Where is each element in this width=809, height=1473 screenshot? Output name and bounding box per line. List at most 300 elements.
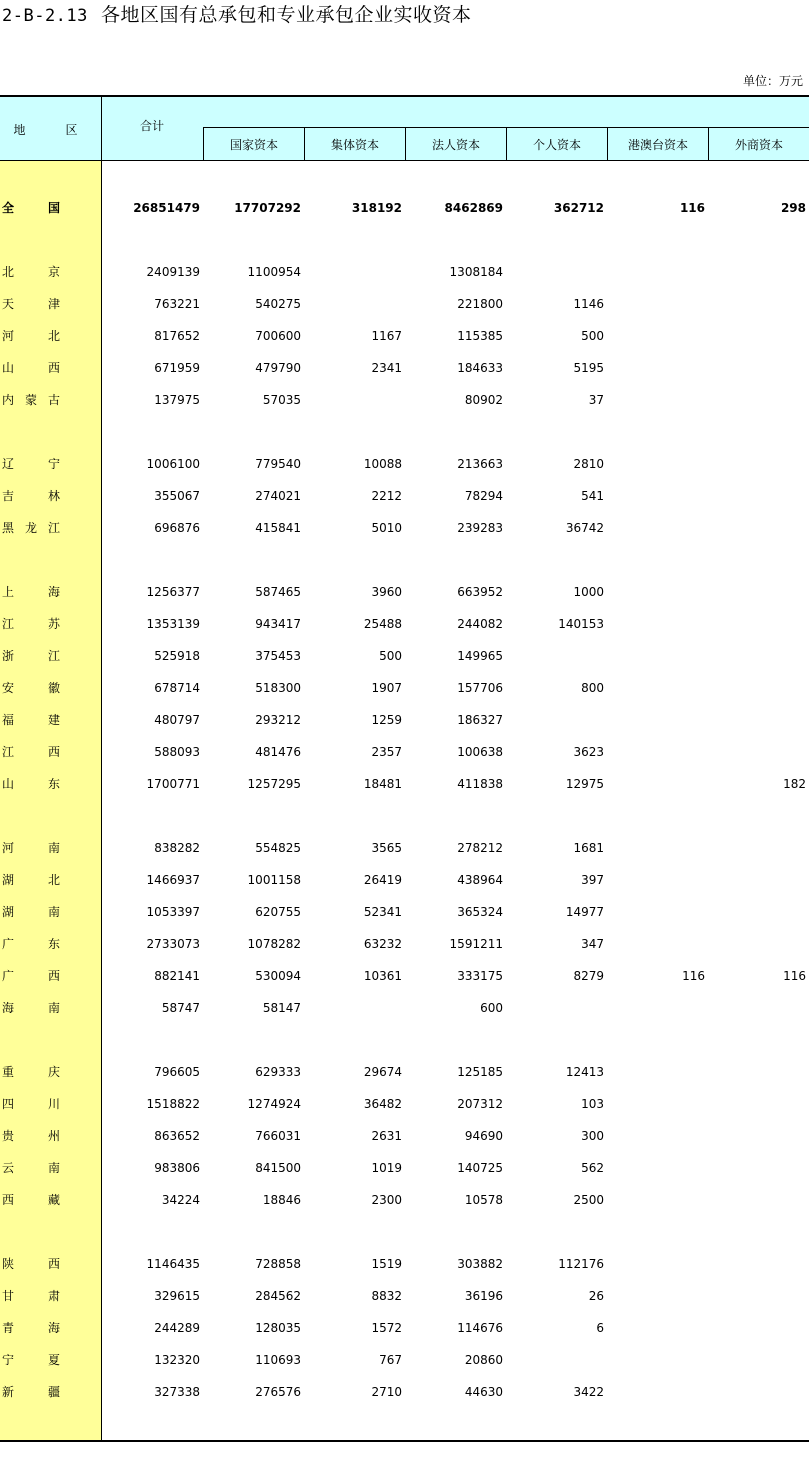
value-cell — [607, 1158, 705, 1178]
region-name-char: 四 — [2, 1097, 15, 1111]
value-cell: 1146435 — [146, 1257, 200, 1271]
value-cell: 44630 — [464, 1385, 503, 1399]
value-cell: 696876 — [154, 521, 200, 535]
value-cell: 763221 — [154, 297, 200, 311]
region-name-char: 苏 — [47, 617, 60, 631]
value-cell: 438964 — [457, 873, 503, 887]
region-name-char: 江 — [47, 649, 60, 663]
value-cell: 355067 — [154, 489, 200, 503]
table-row — [0, 1062, 809, 1082]
region-name-char: 陕 — [2, 1257, 15, 1271]
region-name — [2, 1094, 60, 1114]
value-cell — [607, 1094, 705, 1114]
value-cell: 663952 — [457, 585, 503, 599]
value-cell: 5010 — [371, 521, 402, 535]
table-row — [0, 934, 809, 954]
region-name-char: 湖 — [2, 905, 15, 919]
header-collective-capital: 集体资本 — [304, 128, 405, 161]
value-cell — [708, 1190, 806, 1210]
value-cell: 530094 — [255, 969, 301, 983]
region-name — [2, 614, 60, 634]
value-cell: 983806 — [154, 1161, 200, 1175]
value-cell: 2300 — [371, 1193, 402, 1207]
value-cell — [607, 486, 705, 506]
value-cell: 1572 — [371, 1321, 402, 1335]
value-cell: 1146 — [573, 297, 604, 311]
value-cell — [708, 454, 806, 474]
value-cell: 115385 — [457, 329, 503, 343]
value-cell: 116 — [679, 201, 705, 215]
value-cell: 114676 — [457, 1321, 503, 1335]
region-name-char: 新 — [2, 1385, 15, 1399]
value-cell: 303882 — [457, 1257, 503, 1271]
region-name — [2, 1350, 60, 1370]
region-name — [2, 1318, 60, 1338]
region-name-char: 蒙 — [24, 393, 37, 407]
value-cell — [708, 934, 806, 954]
value-cell: 1466937 — [146, 873, 200, 887]
region-name-char: 浙 — [2, 649, 15, 663]
value-cell: 1681 — [573, 841, 604, 855]
region-name-char: 河 — [2, 329, 15, 343]
region-name-char: 疆 — [47, 1385, 60, 1399]
region-name-char: 西 — [47, 1257, 60, 1271]
value-cell: 221800 — [457, 297, 503, 311]
value-cell: 140153 — [558, 617, 604, 631]
value-cell: 728858 — [255, 1257, 301, 1271]
value-cell: 149965 — [457, 649, 503, 663]
value-cell — [607, 262, 705, 282]
value-cell: 1100954 — [247, 265, 301, 279]
value-cell: 500 — [379, 649, 402, 663]
region-name-char: 东 — [47, 937, 60, 951]
value-cell — [708, 646, 806, 666]
value-cell: 284562 — [255, 1289, 301, 1303]
value-cell — [506, 998, 604, 1018]
value-cell — [708, 390, 806, 410]
region-name-char: 贵 — [2, 1129, 15, 1143]
value-cell: 1256377 — [146, 585, 200, 599]
value-cell — [607, 358, 705, 378]
value-cell: 298 — [780, 201, 806, 215]
table-row — [0, 742, 809, 762]
value-cell — [607, 774, 705, 794]
value-cell: 2710 — [371, 1385, 402, 1399]
value-cell: 620755 — [255, 905, 301, 919]
value-cell: 184633 — [457, 361, 503, 375]
region-name-char: 安 — [2, 681, 15, 695]
value-cell — [708, 1158, 806, 1178]
value-cell — [607, 1382, 705, 1402]
value-cell — [607, 678, 705, 698]
value-cell: 5195 — [573, 361, 604, 375]
value-cell — [607, 870, 705, 890]
value-cell: 587465 — [255, 585, 301, 599]
table-row — [0, 358, 809, 378]
table-row — [0, 710, 809, 730]
value-cell: 2810 — [573, 457, 604, 471]
value-cell: 1001158 — [247, 873, 301, 887]
value-cell: 817652 — [154, 329, 200, 343]
region-name-char: 南 — [47, 1001, 60, 1015]
region-name-char: 上 — [2, 585, 15, 599]
value-cell — [607, 326, 705, 346]
region-name-char: 广 — [2, 937, 15, 951]
region-name-char: 宁 — [47, 457, 60, 471]
region-name — [2, 1254, 60, 1274]
region-name — [2, 966, 60, 986]
bottom-rule — [0, 1440, 809, 1442]
region-column — [0, 161, 101, 1440]
header-state-capital: 国家资本 — [203, 128, 304, 161]
header-foreign-capital: 外商资本 — [708, 128, 809, 161]
table-row — [0, 294, 809, 314]
value-cell — [708, 838, 806, 858]
table-row — [0, 1190, 809, 1210]
value-cell: 239283 — [457, 521, 503, 535]
value-cell: 244082 — [457, 617, 503, 631]
value-cell: 329615 — [154, 1289, 200, 1303]
value-cell: 1019 — [371, 1161, 402, 1175]
value-cell: 26851479 — [133, 201, 200, 215]
value-cell — [708, 294, 806, 314]
value-cell: 779540 — [255, 457, 301, 471]
region-name-char: 辽 — [2, 457, 15, 471]
value-cell: 347 — [581, 937, 604, 951]
table-row — [0, 582, 809, 602]
value-cell: 125185 — [457, 1065, 503, 1079]
value-cell: 112176 — [558, 1257, 604, 1271]
value-cell: 588093 — [154, 745, 200, 759]
value-cell: 94690 — [464, 1129, 503, 1143]
region-name — [2, 678, 60, 698]
region-name-char: 山 — [2, 361, 15, 375]
value-cell: 2500 — [573, 1193, 604, 1207]
value-cell: 293212 — [255, 713, 301, 727]
region-name-char: 河 — [2, 841, 15, 855]
value-cell — [607, 1350, 705, 1370]
value-cell: 140725 — [457, 1161, 503, 1175]
value-cell: 1591211 — [449, 937, 503, 951]
value-cell — [506, 646, 604, 666]
value-cell: 481476 — [255, 745, 301, 759]
value-cell: 540275 — [255, 297, 301, 311]
value-cell — [708, 1062, 806, 1082]
value-cell: 78294 — [464, 489, 503, 503]
national-total-row — [0, 198, 809, 218]
value-cell: 36742 — [565, 521, 604, 535]
value-cell — [607, 998, 705, 1018]
region-name — [2, 838, 60, 858]
value-cell: 116 — [682, 969, 705, 983]
value-cell: 36196 — [464, 1289, 503, 1303]
value-cell: 6 — [596, 1321, 604, 1335]
region-name-char: 京 — [47, 265, 60, 279]
table-row — [0, 390, 809, 410]
value-cell: 1053397 — [146, 905, 200, 919]
region-name — [2, 486, 60, 506]
value-cell — [506, 262, 604, 282]
value-cell — [708, 870, 806, 890]
page-title — [2, 2, 472, 28]
value-cell: 10578 — [464, 1193, 503, 1207]
value-cell: 103 — [581, 1097, 604, 1111]
value-cell: 3422 — [573, 1385, 604, 1399]
value-cell: 3565 — [371, 841, 402, 855]
value-cell: 678714 — [154, 681, 200, 695]
table-row — [0, 678, 809, 698]
region-name-char: 江 — [2, 617, 15, 631]
value-cell — [607, 614, 705, 634]
value-cell: 1000 — [573, 585, 604, 599]
value-cell: 12975 — [565, 777, 604, 791]
value-cell: 14977 — [565, 905, 604, 919]
region-name-char: 重 — [2, 1065, 15, 1079]
unit-label: 单位：万元 — [742, 74, 803, 88]
value-cell: 26 — [588, 1289, 604, 1303]
table-header — [0, 97, 809, 161]
region-name-char: 宁 — [2, 1353, 15, 1367]
region-name-char: 江 — [47, 521, 60, 535]
table-row — [0, 262, 809, 282]
region-name — [2, 582, 60, 602]
table-row — [0, 486, 809, 506]
value-cell — [607, 454, 705, 474]
region-name-char: 国 — [47, 201, 60, 215]
region-name — [2, 1382, 60, 1402]
value-cell: 3623 — [573, 745, 604, 759]
region-name-char: 全 — [2, 201, 15, 215]
region-name-char: 东 — [47, 777, 60, 791]
value-cell: 1257295 — [247, 777, 301, 791]
region-name — [2, 1126, 60, 1146]
value-cell: 2357 — [371, 745, 402, 759]
region-name-char: 建 — [47, 713, 60, 727]
value-cell: 541 — [581, 489, 604, 503]
value-cell — [506, 1350, 604, 1370]
value-cell: 2212 — [371, 489, 402, 503]
region-name-char: 广 — [2, 969, 15, 983]
value-cell: 1519 — [371, 1257, 402, 1271]
value-cell: 57035 — [262, 393, 301, 407]
value-cell — [607, 518, 705, 538]
value-cell: 525918 — [154, 649, 200, 663]
table-row — [0, 614, 809, 634]
value-cell: 137975 — [154, 393, 200, 407]
value-cell — [708, 262, 806, 282]
region-name-char: 古 — [47, 393, 60, 407]
value-cell — [607, 646, 705, 666]
value-cell — [708, 486, 806, 506]
value-cell: 244289 — [154, 1321, 200, 1335]
region-name-char: 北 — [2, 265, 15, 279]
value-cell: 518300 — [255, 681, 301, 695]
value-cell: 132320 — [154, 1353, 200, 1367]
value-cell — [506, 710, 604, 730]
value-cell — [708, 1382, 806, 1402]
value-cell: 767 — [379, 1353, 402, 1367]
region-name-char: 西 — [2, 1193, 15, 1207]
region-name — [2, 902, 60, 922]
region-name — [2, 198, 60, 218]
value-cell: 18481 — [363, 777, 402, 791]
value-cell: 397 — [581, 873, 604, 887]
region-name — [2, 1286, 60, 1306]
table-row — [0, 454, 809, 474]
value-cell: 365324 — [457, 905, 503, 919]
region-name-char: 津 — [47, 297, 60, 311]
value-cell: 671959 — [154, 361, 200, 375]
value-cell: 562 — [581, 1161, 604, 1175]
value-cell — [607, 294, 705, 314]
value-cell: 10361 — [363, 969, 402, 983]
table-row — [0, 870, 809, 890]
region-name — [2, 518, 60, 538]
value-cell — [607, 1062, 705, 1082]
value-cell: 415841 — [255, 521, 301, 535]
region-name-char: 州 — [47, 1129, 60, 1143]
region-name — [2, 1062, 60, 1082]
value-cell — [708, 902, 806, 922]
value-cell: 276576 — [255, 1385, 301, 1399]
region-name-char: 吉 — [2, 489, 15, 503]
value-cell: 1006100 — [146, 457, 200, 471]
value-cell: 1308184 — [449, 265, 503, 279]
region-name-char: 西 — [47, 969, 60, 983]
region-name-char: 北 — [47, 873, 60, 887]
value-cell: 841500 — [255, 1161, 301, 1175]
value-cell — [708, 1350, 806, 1370]
value-cell — [708, 742, 806, 762]
value-cell — [607, 934, 705, 954]
value-cell: 12413 — [565, 1065, 604, 1079]
region-name-char: 夏 — [47, 1353, 60, 1367]
value-cell — [708, 678, 806, 698]
value-cell — [607, 902, 705, 922]
value-cell — [708, 358, 806, 378]
value-cell — [708, 582, 806, 602]
value-cell: 479790 — [255, 361, 301, 375]
value-cell: 8832 — [371, 1289, 402, 1303]
region-name — [2, 262, 60, 282]
value-cell — [708, 518, 806, 538]
value-cell: 110693 — [255, 1353, 301, 1367]
value-cell: 362712 — [553, 201, 604, 215]
value-cell — [708, 326, 806, 346]
table-row — [0, 774, 809, 794]
region-name-char: 青 — [2, 1321, 15, 1335]
value-cell: 1907 — [371, 681, 402, 695]
value-cell — [708, 1126, 806, 1146]
value-cell: 943417 — [255, 617, 301, 631]
region-name-char: 南 — [47, 905, 60, 919]
value-cell: 52341 — [363, 905, 402, 919]
region-name — [2, 870, 60, 890]
value-cell: 274021 — [255, 489, 301, 503]
region-name-char: 藏 — [47, 1193, 60, 1207]
value-cell: 58747 — [161, 1001, 200, 1015]
region-name — [2, 710, 60, 730]
value-cell: 333175 — [457, 969, 503, 983]
value-cell: 2733073 — [146, 937, 200, 951]
region-name-char: 云 — [2, 1161, 15, 1175]
table-row — [0, 1382, 809, 1402]
region-name — [2, 294, 60, 314]
region-name-char: 内 — [2, 393, 15, 407]
value-cell: 26419 — [363, 873, 402, 887]
value-cell: 100638 — [457, 745, 503, 759]
region-name — [2, 454, 60, 474]
value-cell — [708, 1254, 806, 1274]
value-cell: 300 — [581, 1129, 604, 1143]
value-cell: 600 — [480, 1001, 503, 1015]
region-name-char: 龙 — [24, 521, 37, 535]
value-cell — [607, 1254, 705, 1274]
value-cell: 411838 — [457, 777, 503, 791]
table-row — [0, 1094, 809, 1114]
value-cell: 58147 — [262, 1001, 301, 1015]
region-name — [2, 390, 60, 410]
value-cell: 25488 — [363, 617, 402, 631]
region-name — [2, 774, 60, 794]
value-cell: 128035 — [255, 1321, 301, 1335]
value-cell — [607, 390, 705, 410]
header-bottom-rule — [0, 160, 809, 161]
value-cell: 1274924 — [247, 1097, 301, 1111]
region-name-char: 肃 — [47, 1289, 60, 1303]
value-cell: 186327 — [457, 713, 503, 727]
region-name — [2, 1190, 60, 1210]
value-cell: 8279 — [573, 969, 604, 983]
region-name-char: 海 — [47, 1321, 60, 1335]
value-cell — [708, 998, 806, 1018]
value-cell — [708, 614, 806, 634]
table-row — [0, 1254, 809, 1274]
region-name — [2, 358, 60, 378]
value-cell: 500 — [581, 329, 604, 343]
header-region: 地 区 — [13, 122, 92, 137]
value-cell — [607, 742, 705, 762]
table-row — [0, 902, 809, 922]
value-cell: 554825 — [255, 841, 301, 855]
region-name-char: 南 — [47, 1161, 60, 1175]
value-cell: 1518822 — [146, 1097, 200, 1111]
value-cell: 863652 — [154, 1129, 200, 1143]
value-cell — [607, 838, 705, 858]
region-name-char: 海 — [2, 1001, 15, 1015]
value-cell: 2631 — [371, 1129, 402, 1143]
value-cell — [708, 1094, 806, 1114]
region-name-char: 黑 — [2, 521, 15, 535]
value-cell: 2341 — [371, 361, 402, 375]
table-row — [0, 838, 809, 858]
value-cell — [607, 1190, 705, 1210]
value-cell: 1078282 — [247, 937, 301, 951]
region-name — [2, 934, 60, 954]
value-cell: 796605 — [154, 1065, 200, 1079]
region-name-char: 福 — [2, 713, 15, 727]
value-cell — [607, 582, 705, 602]
value-cell: 116 — [783, 969, 806, 983]
region-name-char: 北 — [47, 329, 60, 343]
header-individual-capital: 个人资本 — [506, 128, 607, 161]
table-row — [0, 966, 809, 986]
table-row — [0, 1350, 809, 1370]
value-cell: 629333 — [255, 1065, 301, 1079]
region-name — [2, 998, 60, 1018]
value-cell: 157706 — [457, 681, 503, 695]
value-cell: 700600 — [255, 329, 301, 343]
